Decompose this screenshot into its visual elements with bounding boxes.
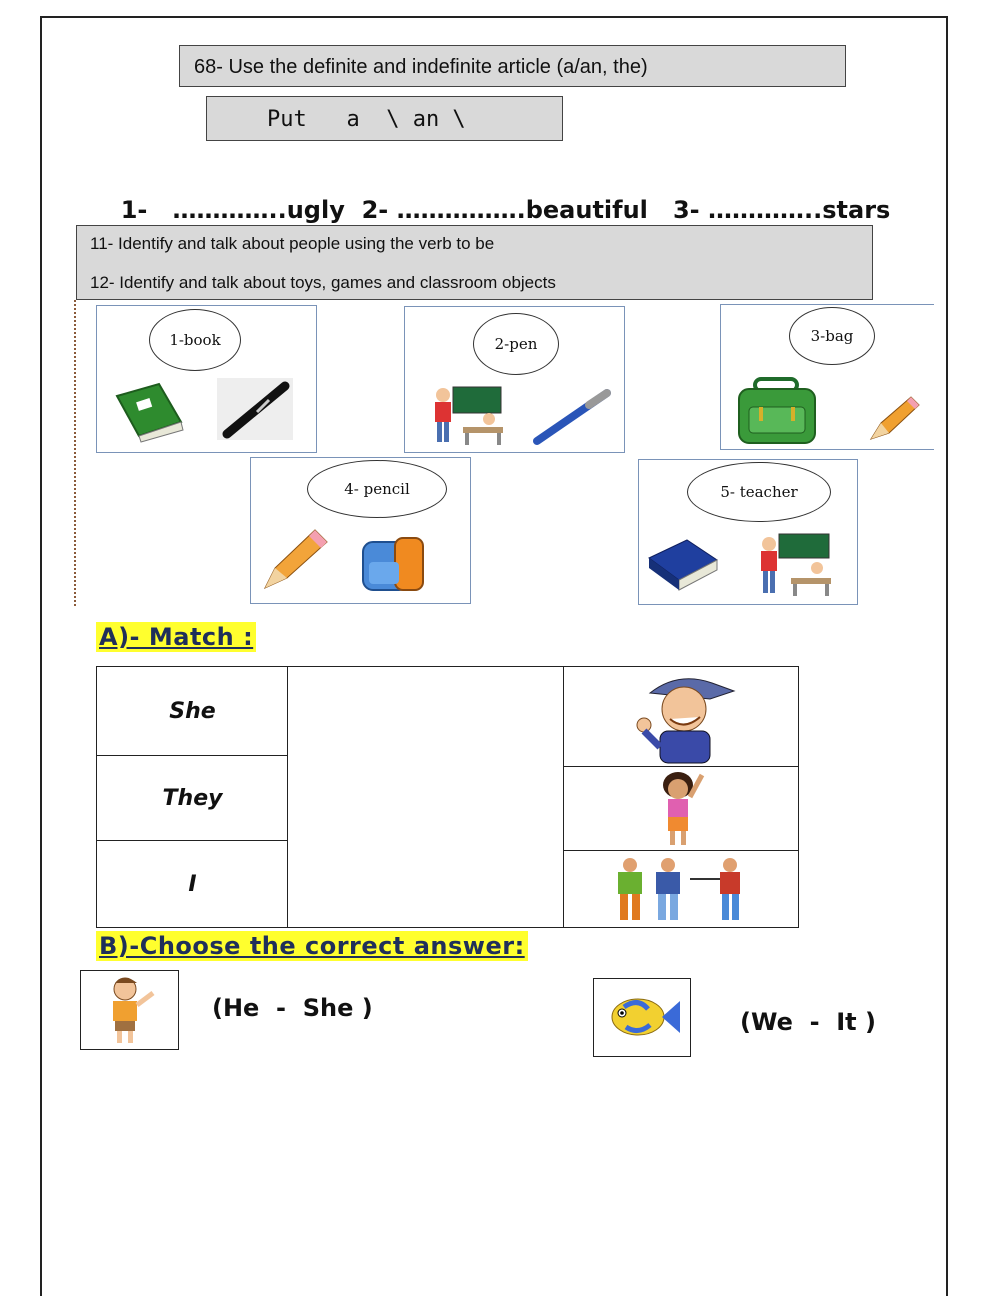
choice-2-picture <box>593 978 691 1057</box>
put-articles-box: Put a \ an \ <box>206 96 563 141</box>
vocab-card-bag <box>720 304 934 450</box>
card-label-oval: 4- pencil <box>307 460 447 518</box>
card-label-oval: 1-book <box>149 309 241 371</box>
vocab-card-pen <box>404 306 625 453</box>
teacher-classroom-icon <box>755 532 835 598</box>
vocab-card-book <box>96 305 317 453</box>
card-label-oval: 2-pen <box>473 313 559 375</box>
pencil-icon <box>261 526 331 592</box>
choice-1-options[interactable]: (He - She ) <box>212 994 373 1022</box>
fill-blank-row <box>104 168 890 224</box>
pen-icon <box>217 378 297 443</box>
decorative-dotted-border <box>74 300 79 606</box>
fill-item-2-blank[interactable]: …………….beautiful <box>396 196 648 224</box>
match-picture-girl[interactable] <box>563 766 799 852</box>
fill-item-3-number: 3- <box>672 196 700 224</box>
section-b-title: B)-Choose the correct answer: <box>96 931 528 961</box>
fish-icon <box>604 987 682 1047</box>
fill-item-1-number: 1- <box>120 196 148 224</box>
match-pronoun-they[interactable]: They <box>96 755 289 842</box>
fill-item-3-blank[interactable]: …………..stars <box>708 196 891 224</box>
green-book-icon <box>109 378 189 443</box>
match-picture-group[interactable] <box>563 850 799 928</box>
schoolbag-icon <box>735 377 821 447</box>
match-pronoun-i[interactable]: I <box>96 840 289 928</box>
match-drawing-area[interactable] <box>287 666 564 928</box>
choice-1-picture <box>80 970 179 1050</box>
group-of-people-icon <box>612 857 752 923</box>
match-picture-boy[interactable] <box>563 666 799 768</box>
objectives-box <box>76 225 873 300</box>
blue-book-icon <box>647 538 719 592</box>
objective-11: 11- Identify and talk about people using the verb to be <box>90 234 495 253</box>
objective-12: 12- Identify and talk about toys, games and classroom objects <box>90 273 556 292</box>
teacher-classroom-icon <box>429 383 509 447</box>
vocab-card-pencil <box>250 457 471 604</box>
choice-2-options[interactable]: (We - It ) <box>740 1008 876 1036</box>
card-label-oval: 3-bag <box>789 307 875 365</box>
section-a-title: A)- Match : <box>96 622 256 652</box>
pen-icon <box>531 387 615 447</box>
backpack-icon <box>359 532 439 594</box>
card-label-oval: 5- teacher <box>687 462 831 522</box>
girl-waving-icon <box>650 769 710 849</box>
fill-item-2-number: 2- <box>361 196 389 224</box>
vocab-card-teacher <box>638 459 858 605</box>
fill-item-1-blank[interactable]: …………..ugly <box>172 196 345 224</box>
boy-icon <box>95 975 165 1045</box>
boy-with-cap-icon <box>620 669 740 765</box>
pencil-icon <box>867 391 923 443</box>
objective-68-header: 68- Use the definite and indefinite article (a/an, the) <box>179 45 846 87</box>
match-pronoun-she[interactable]: She <box>96 666 289 757</box>
